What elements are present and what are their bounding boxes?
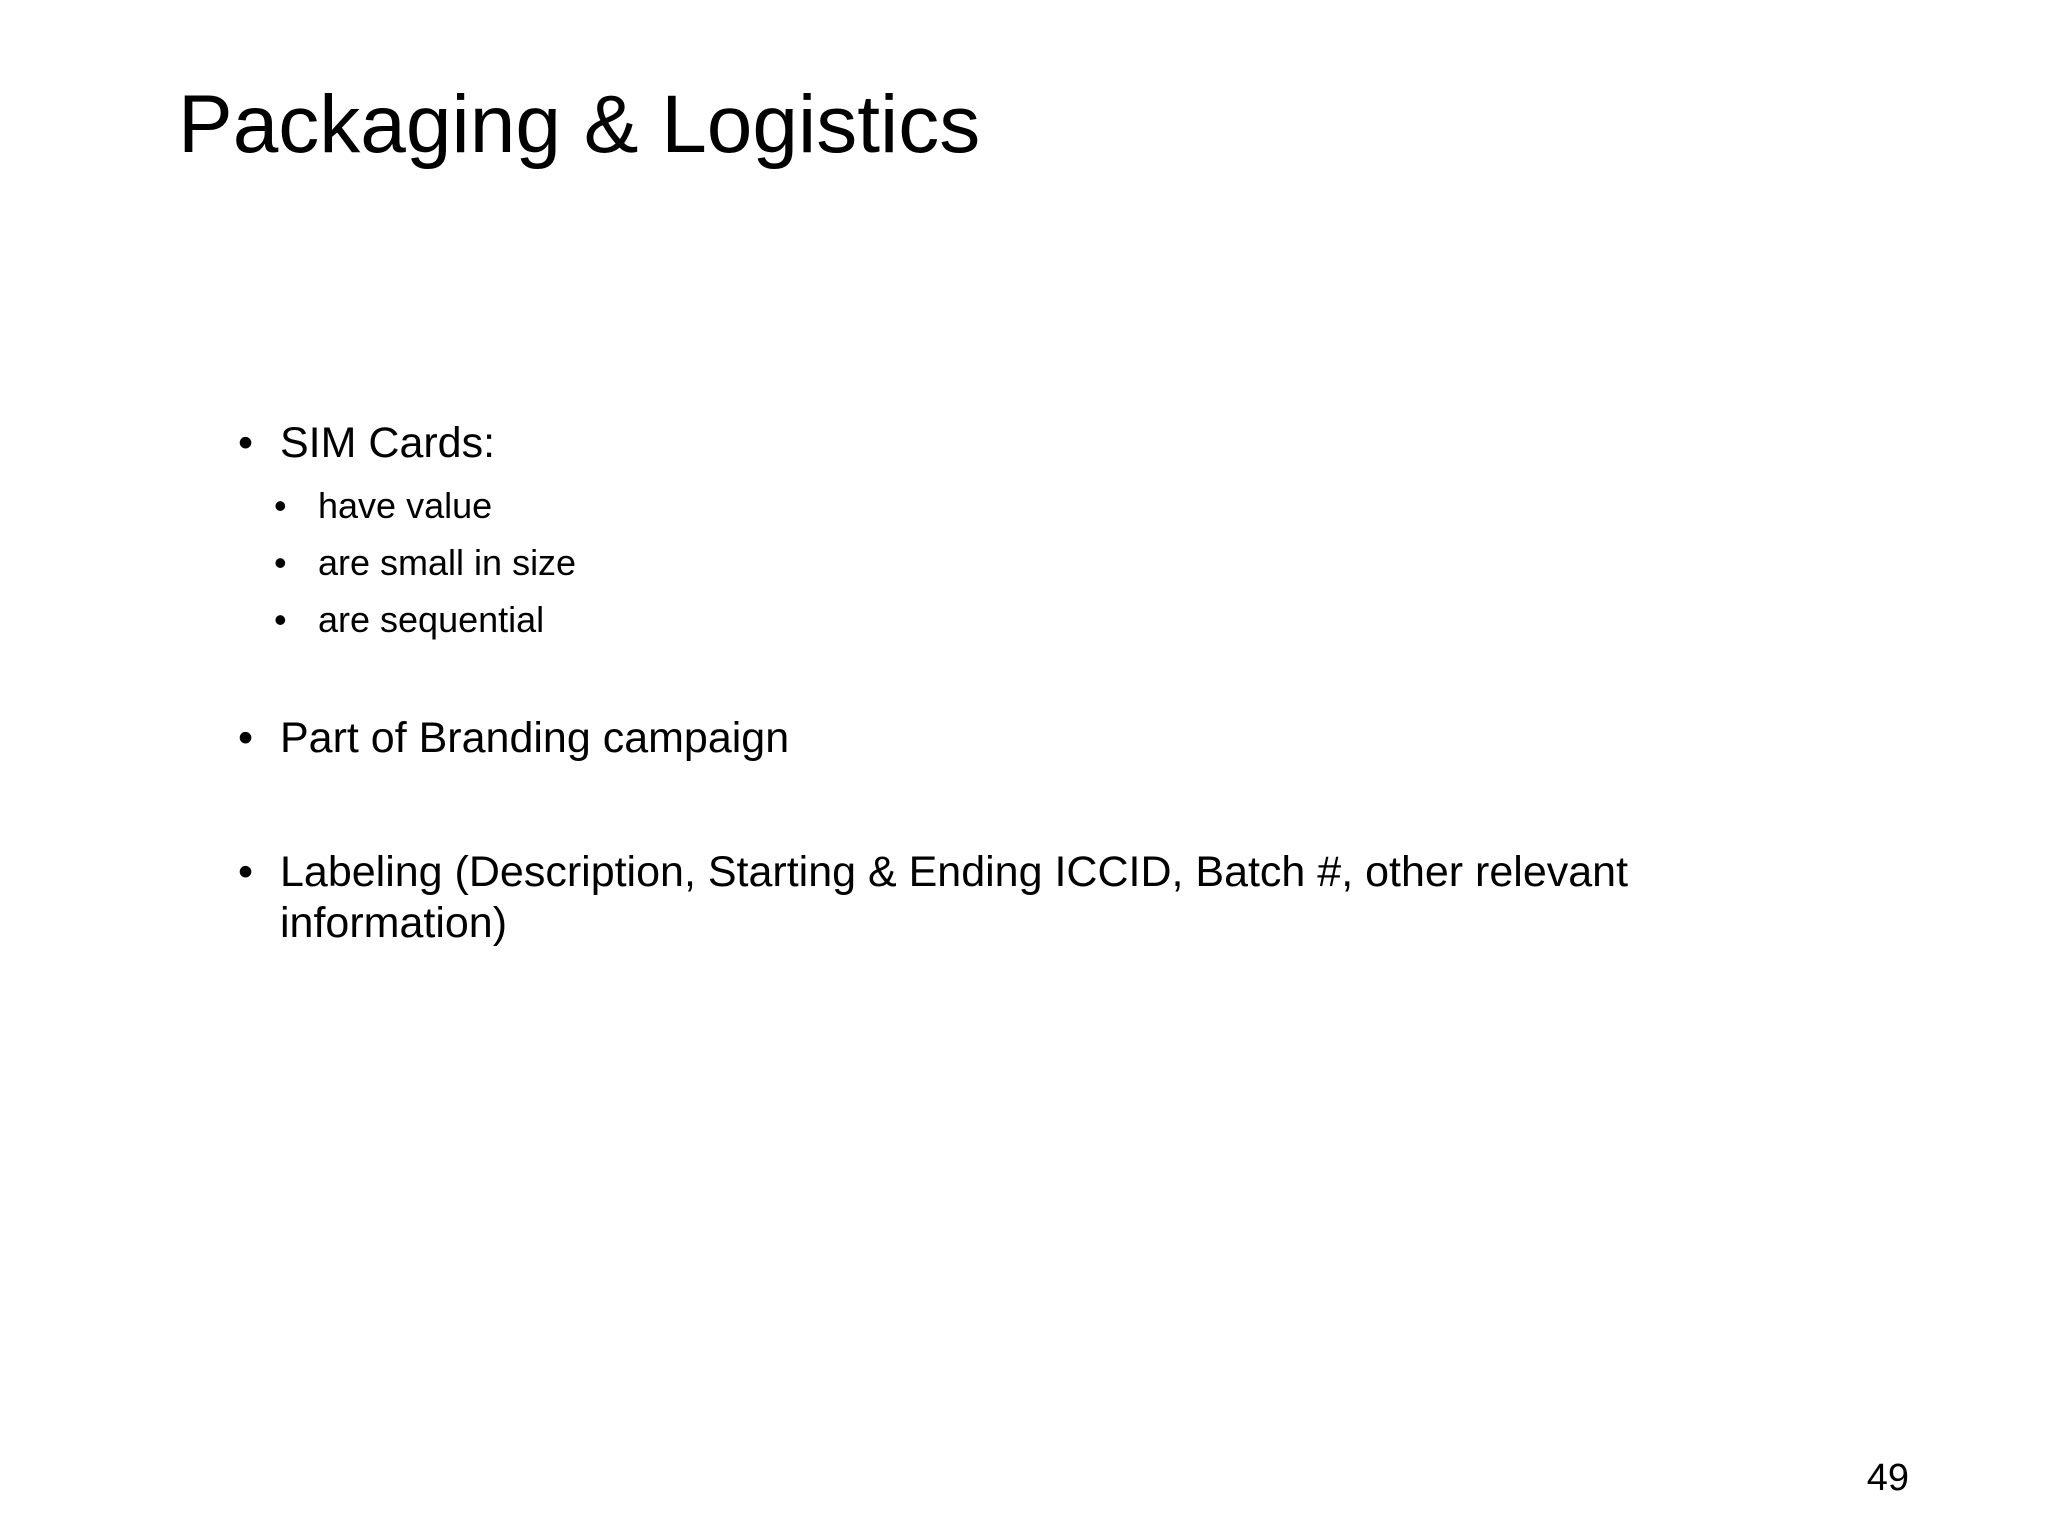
- sub-bullet-item: • are small in size: [274, 541, 1798, 584]
- bullet-text: SIM Cards:: [280, 419, 496, 467]
- bullet-labeling: [238, 847, 1798, 950]
- sub-bullet-item: • have value: [274, 484, 1798, 527]
- bullet-branding: [238, 713, 1798, 765]
- bullet-text: Part of Branding campaign: [280, 714, 790, 763]
- page-number: 49: [1866, 1457, 1909, 1499]
- bullet-sim-cards: [238, 418, 1798, 470]
- bullet-text: Labeling (Description, Starting & Ending ICCID, Batch #, other relevant information): [280, 847, 1629, 948]
- sub-bullet-list: [274, 484, 1798, 642]
- sub-bullet-item: • are sequential: [274, 598, 1798, 641]
- slide-title: Packaging & Logistics: [178, 79, 981, 170]
- bullet-list: [238, 418, 1798, 950]
